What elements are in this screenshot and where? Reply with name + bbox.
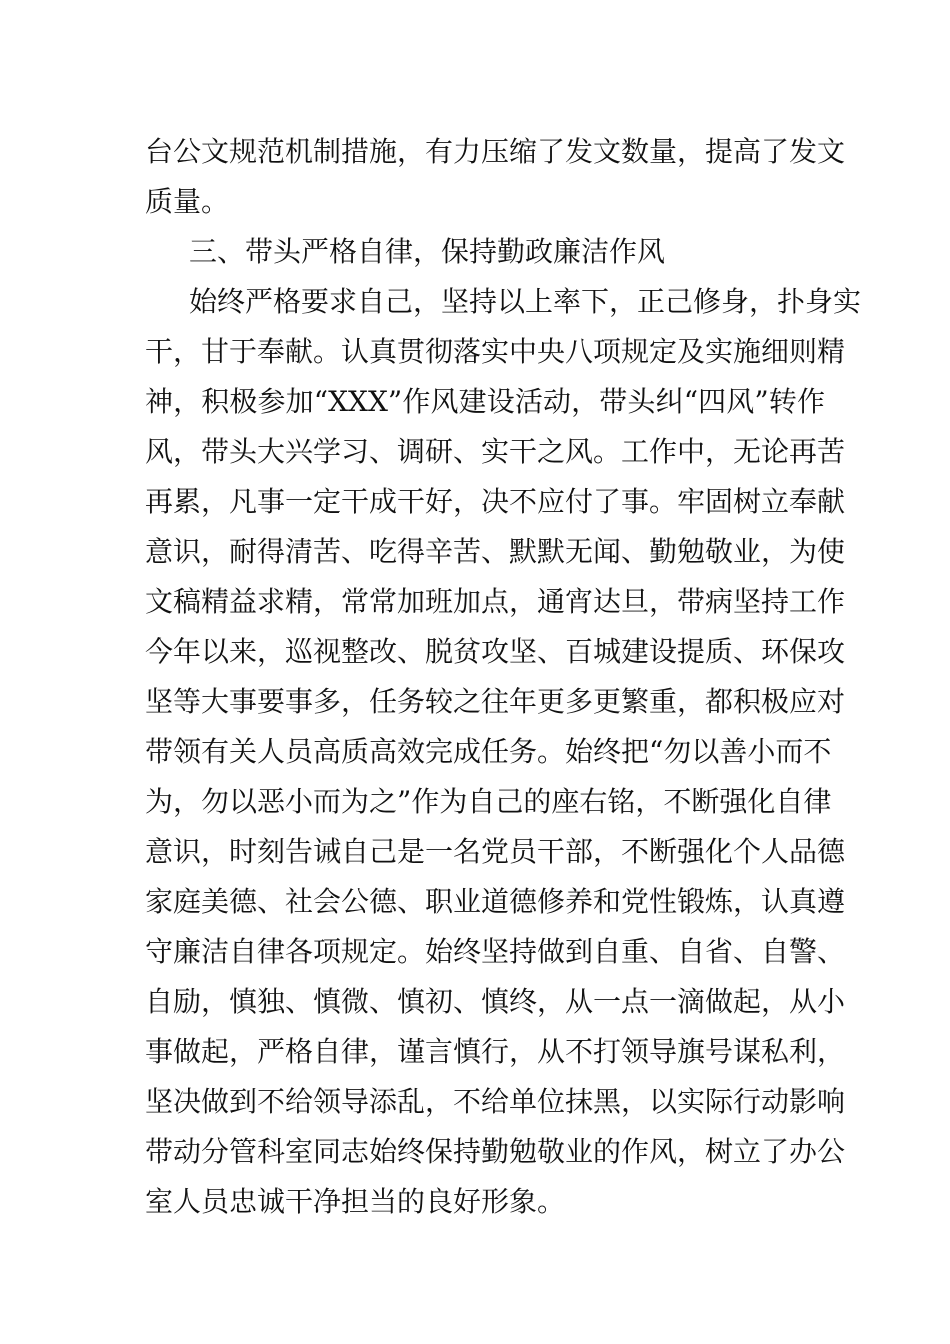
paragraph-line: 事做起，严格自律，谨言慎行，从不打领导旗号谋私利，: [145, 1035, 846, 1068]
paragraph-line: 始终严格要求自己，坚持以上率下，正己修身，扑身实: [189, 285, 862, 318]
paragraph-line: 风，带头大兴学习、调研、实干之风。工作中，无论再苦: [145, 435, 846, 468]
paragraph-line: 坚等大事要事多，任务较之往年更多更繁重，都积极应对: [145, 685, 846, 718]
paragraph-line: 神，积极参加“XXX”作风建设活动，带头纠“四风”转作: [145, 385, 825, 418]
paragraph-line: 质量。: [145, 185, 230, 218]
paragraph-line: 文稿精益求精，常常加班加点，通宵达旦，带病坚持工作: [145, 585, 846, 618]
paragraph-line: 意识，时刻告诫自己是一名党员干部，不断强化个人品德: [145, 835, 846, 868]
paragraph-line: 带领有关人员高质高效完成任务。始终把“勿以善小而不: [145, 735, 832, 768]
paragraph-line: 意识，耐得清苦、吃得辛苦、默默无闻、勤勉敬业，为使: [145, 535, 846, 568]
section-heading: 三、带头严格自律，保持勤政廉洁作风: [189, 235, 666, 268]
paragraph-line: 守廉洁自律各项规定。始终坚持做到自重、自省、自警、: [145, 935, 846, 968]
paragraph-line: 今年以来，巡视整改、脱贫攻坚、百城建设提质、环保攻: [145, 635, 846, 668]
paragraph-line: 坚决做到不给领导添乱，不给单位抹黑，以实际行动影响: [145, 1085, 846, 1118]
paragraph-line: 家庭美德、社会公德、职业道德修养和党性锻炼，认真遵: [145, 885, 846, 918]
paragraph-line: 为，勿以恶小而为之”作为自己的座右铭，不断强化自律: [145, 785, 832, 818]
paragraph-line: 自励，慎独、慎微、慎初、慎终，从一点一滴做起，从小: [145, 985, 846, 1018]
paragraph-line: 室人员忠诚干净担当的良好形象。: [145, 1185, 566, 1218]
paragraph-line: 再累，凡事一定干成干好，决不应付了事。牢固树立奉献: [145, 485, 846, 518]
paragraph-line: 干，甘于奉献。认真贯彻落实中央八项规定及实施细则精: [145, 335, 846, 368]
paragraph-line: 带动分管科室同志始终保持勤勉敬业的作风，树立了办公: [145, 1135, 846, 1168]
paragraph-line: 台公文规范机制措施，有力压缩了发文数量，提高了发文: [145, 135, 846, 168]
